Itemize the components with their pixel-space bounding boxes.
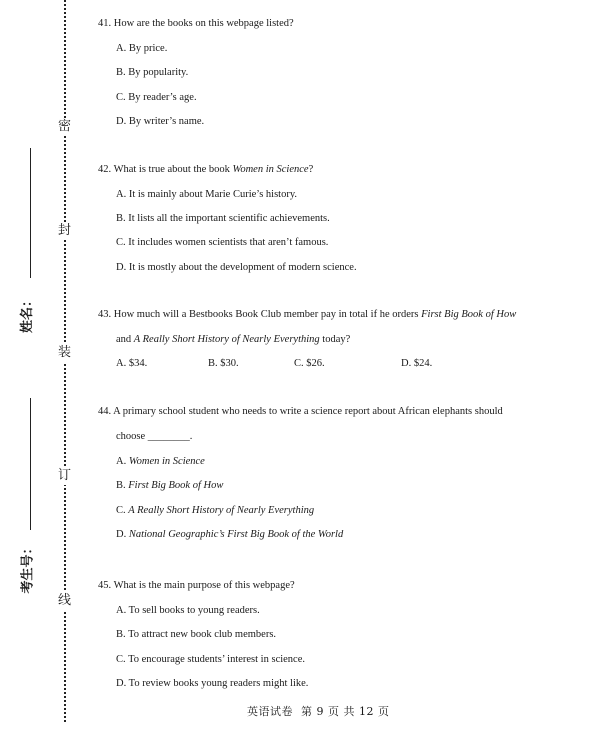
seal-char-feng: 封	[57, 223, 71, 238]
name-field-line[interactable]	[30, 148, 31, 278]
q41-option-b: B. By popularity.	[116, 67, 189, 78]
q41-option-d: D. By writer’s name.	[116, 116, 205, 127]
footer-page-number: 第 9 页 共 12 页	[301, 705, 390, 718]
q45-option-b: B. To attract new book club members.	[116, 629, 277, 640]
footer-subject: 英语试卷	[247, 705, 293, 718]
question-45: 45. What is the main purpose of this webpage?	[98, 580, 295, 591]
q42-option-a: A. It is mainly about Marie Curie’s history.	[116, 189, 298, 200]
q45-option-c: C. To encourage students’ interest in science.	[116, 654, 305, 665]
question-stem: How are the books on this webpage listed?	[113, 18, 294, 29]
q45-option-d: D. To review books young readers might like.	[116, 678, 309, 689]
q44-option-c: C. A Really Short History of Nearly Everything	[116, 505, 315, 516]
q43-option-d: D. $24.	[401, 358, 433, 369]
q41-option-a: A. By price.	[116, 43, 168, 54]
exam-number-field-label: 考生号：	[20, 541, 36, 594]
page-footer	[247, 703, 389, 719]
q44-option-a: A. Women in Science	[116, 456, 205, 467]
question-44-line2: choose ________.	[116, 431, 193, 442]
seal-char-mi: 密	[57, 119, 71, 134]
seal-char-zhuang: 装	[57, 345, 71, 360]
q44-option-b: B. First Big Book of How	[116, 480, 224, 491]
question-44-line1: 44. A primary school student who needs to write a science report about African elephants should	[98, 406, 503, 417]
exam-number-field-line[interactable]	[30, 398, 31, 530]
book-title: Women in Science	[232, 164, 309, 175]
q42-option-b: B. It lists all the important scientific achievements.	[116, 213, 330, 224]
q43-option-b: B. $30.	[208, 358, 239, 369]
question-43-line1: 43. How much will a Bestbooks Book Club member pay in total if he orders First Big Book of How	[98, 309, 517, 320]
question-number: 41.	[98, 18, 112, 29]
name-field-label: 姓名：	[20, 293, 36, 334]
seal-char-xian: 线	[57, 593, 71, 608]
q44-option-d: D. National Geographic’s First Big Book of the World	[116, 529, 344, 540]
q43-option-a: A. $34.	[116, 358, 148, 369]
question-43-line2: and A Really Short History of Nearly Everything today?	[116, 334, 351, 345]
q45-option-a: A. To sell books to young readers.	[116, 605, 260, 616]
q41-option-c: C. By reader’s age.	[116, 92, 197, 103]
q42-option-d: D. It is mostly about the development of modern science.	[116, 262, 357, 273]
question-42: 42. What is true about the book Women in Science?	[98, 164, 314, 175]
question-41	[98, 18, 294, 29]
seal-char-ding: 订	[57, 468, 71, 483]
q43-option-c: C. $26.	[294, 358, 325, 369]
q42-option-c: C. It includes women scientists that aren’t famous.	[116, 237, 329, 248]
